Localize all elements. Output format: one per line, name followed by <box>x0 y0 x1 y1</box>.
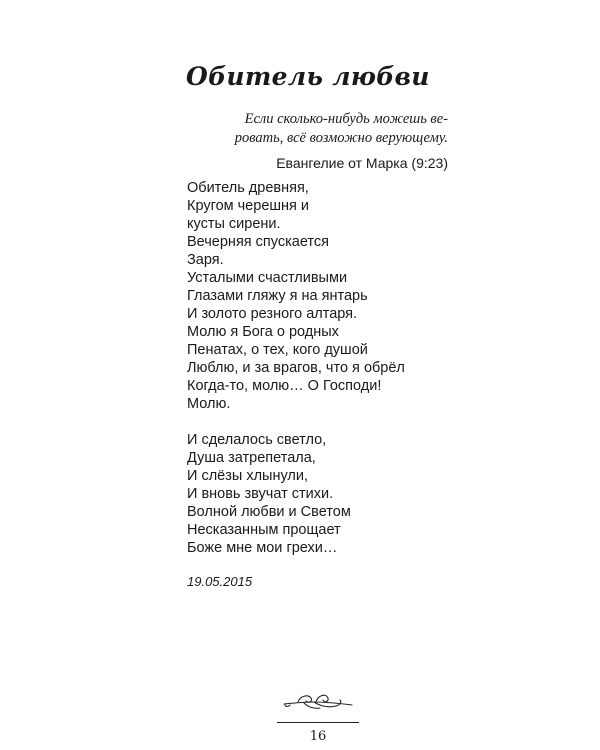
poem-line: Когда-то, молю… О Господи! <box>187 378 382 394</box>
poem-line: Обитель древняя, <box>187 180 309 196</box>
poem-body <box>187 179 405 557</box>
poem-line: Боже мне мои грехи… <box>187 540 338 556</box>
poem-line: Заря. <box>187 252 224 268</box>
poem-line: Люблю, и за врагов, что я обрёл <box>187 360 405 376</box>
poem-line: Глазами гляжу я на янтарь <box>187 288 368 304</box>
page-number: 16 <box>309 729 327 744</box>
poem-line: И слёзы хлынули, <box>187 468 308 484</box>
poem-line: И вновь звучат стихи. <box>187 486 334 502</box>
epigraph-line: ровать, всё возможно верующему. <box>234 130 448 146</box>
poem-line: Несказанным прощает <box>187 522 341 538</box>
epigraph <box>168 110 448 173</box>
poem-line: Молю я Бога о родных <box>187 324 339 340</box>
poem-line: Волной любви и Светом <box>187 504 351 520</box>
page-divider <box>277 722 359 723</box>
poem-title: Обитель любви <box>186 62 430 91</box>
flourish-ornament-icon <box>280 690 356 712</box>
poem-date: 19.05.2015 <box>187 574 253 589</box>
poem-line: Кругом черешня и <box>187 198 309 214</box>
epigraph-source: Евангелие от Марка (9:23) <box>276 155 448 171</box>
epigraph-line: Если сколько-нибудь можешь ве- <box>244 111 448 127</box>
poem-line: И золото резного алтаря. <box>187 306 358 322</box>
poem-line: И сделалось светло, <box>187 432 327 448</box>
poem-line: Пенатах, о тех, кого душой <box>187 342 368 358</box>
poem-line: Молю. <box>187 396 231 412</box>
stanza-2 <box>187 431 405 557</box>
poem-line: Вечерняя спускается <box>187 234 330 250</box>
stanza-1 <box>187 179 405 413</box>
poem-line: Душа затрепетала, <box>187 450 316 466</box>
poem-line: Усталыми счастливыми <box>187 270 348 286</box>
poem-line: кусты сирени. <box>187 216 281 232</box>
